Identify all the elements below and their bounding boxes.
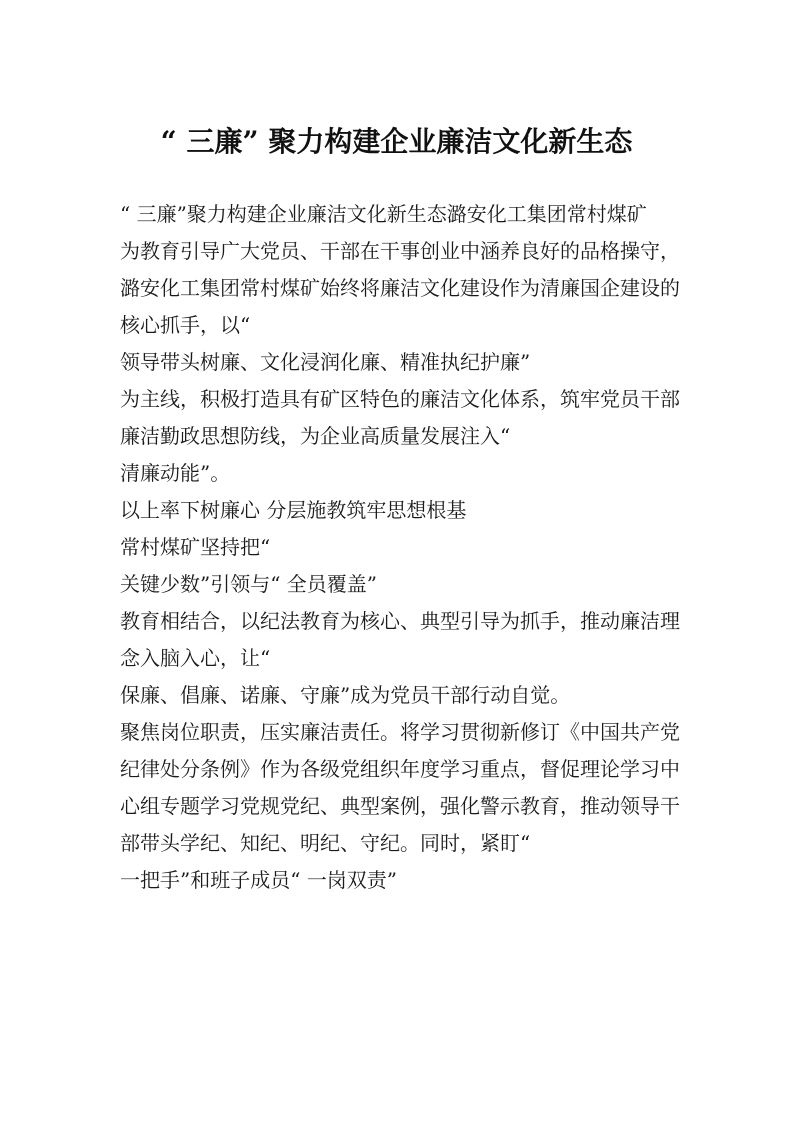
paragraph-responsibility: 聚焦岗位职责，压实廉洁责任。将学习贯彻新修订《中国共产党纪律处分条例》作为各级党组织年度学习重点，督促理论学习中心组专题学习党规党纪、典型案例，强化警示教育，推动领导干部带头学纪、知纪、明纪、守纪。同时，紧盯“ [120, 720, 680, 855]
paragraph-key-minority: 关键少数”引领与“ 全员覆盖” [120, 572, 378, 596]
paragraph-principle: 常村煤矿坚持把“ [120, 535, 271, 559]
paragraph-leadership: 一把手”和班子成员“ 一岗双责” [120, 868, 398, 892]
paragraph-mainline: 领导带头树廉、文化浸润化廉、精准执纪护廉” [120, 350, 531, 374]
paragraph-subtitle: “ 三廉”聚力构建企业廉洁文化新生态潞安化工集团常村煤矿 [120, 202, 647, 226]
paragraph-education: 教育相结合，以纪法教育为核心、典型引导为抓手，推动廉洁理念入脑入心，让“ [120, 609, 680, 670]
paragraph-self-discipline: 保廉、倡廉、诺廉、守廉”成为党员干部行动自觉。 [120, 683, 571, 707]
paragraph-intro: 为教育引导广大党员、干部在干事创业中涵养良好的品格操守，潞安化工集团常村煤矿始终将廉洁文化建设作为清廉国企建设的核心抓手，以“ [120, 239, 680, 337]
section-heading: 以上率下树廉心 分层施教筑牢思想根基 [120, 498, 467, 522]
paragraph-energy: 清廉动能”。 [120, 461, 231, 485]
paragraph-goal: 为主线，积极打造具有矿区特色的廉洁文化体系，筑牢党员干部廉洁勤政思想防线，为企业高质量发展注入“ [120, 387, 680, 448]
document-title: “ 三廉” 聚力构建企业廉洁文化新生态 [160, 125, 633, 158]
document-body [120, 196, 680, 899]
